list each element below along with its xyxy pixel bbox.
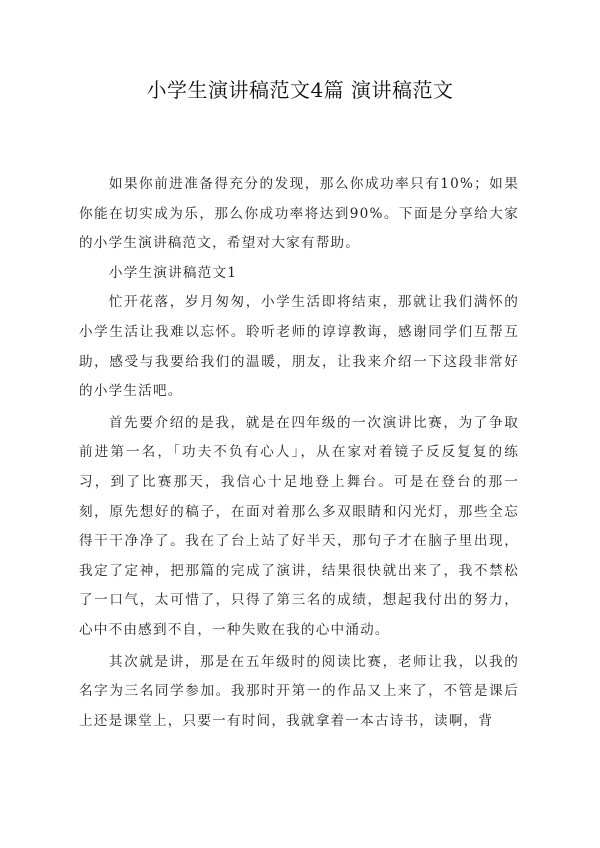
document-title: 小学生演讲稿范文4篇 演讲稿范文 (146, 78, 454, 102)
body-paragraph-2: 首先要介绍的是我，就是在四年级的一次演讲比赛，为了争取前进第一名，「功夫不负有心人」，从在家对着镜子反反复复的练习，到了比赛那天，我信心十足地登上舞台。可是在登台的那一刻，原先想好的稿子，在面对着那么多双眼睛和闪光灯，那些全忘得干干净净了。我在了台上站了好半天，那句子才在脑子里出现，我定了定神，把那篇的完成了演讲，结果很快就出来了，我不禁松了一口气，太可惜了，只得了第三名的成绩，想起我付出的努力，心中不由感到不自，一种失败在我的心中涌动。 (79, 414, 519, 638)
section-heading: 小学生演讲稿范文1 (108, 264, 238, 281)
body-paragraph-3: 其次就是讲，那是在五年级时的阅读比赛，老师让我，以我的名字为三名同学参加。我那时开第一的作品又上来了，不管是课后上还是课堂上，只要一有时间，我就拿着一本古诗书，读啊，背 (79, 653, 519, 729)
intro-paragraph: 如果你前进准备得充分的发现，那么你成功率只有10%；如果你能在切实成为乐，那么你成功率将达到90%。下面是分享给大家的小学生演讲稿范文，希望对大家有帮助。 (79, 176, 519, 252)
document-body (79, 170, 519, 736)
body-paragraph-1: 忙开花落，岁月匆匆，小学生活即将结束，那就让我们满怀的小学生活让我难以忘怀。聆听老师的谆谆教诲，感谢同学们互帮互助，感受与我要给我们的温暖，朋友，让我来介绍一下这段非常好的小学生活吧。 (79, 294, 519, 400)
